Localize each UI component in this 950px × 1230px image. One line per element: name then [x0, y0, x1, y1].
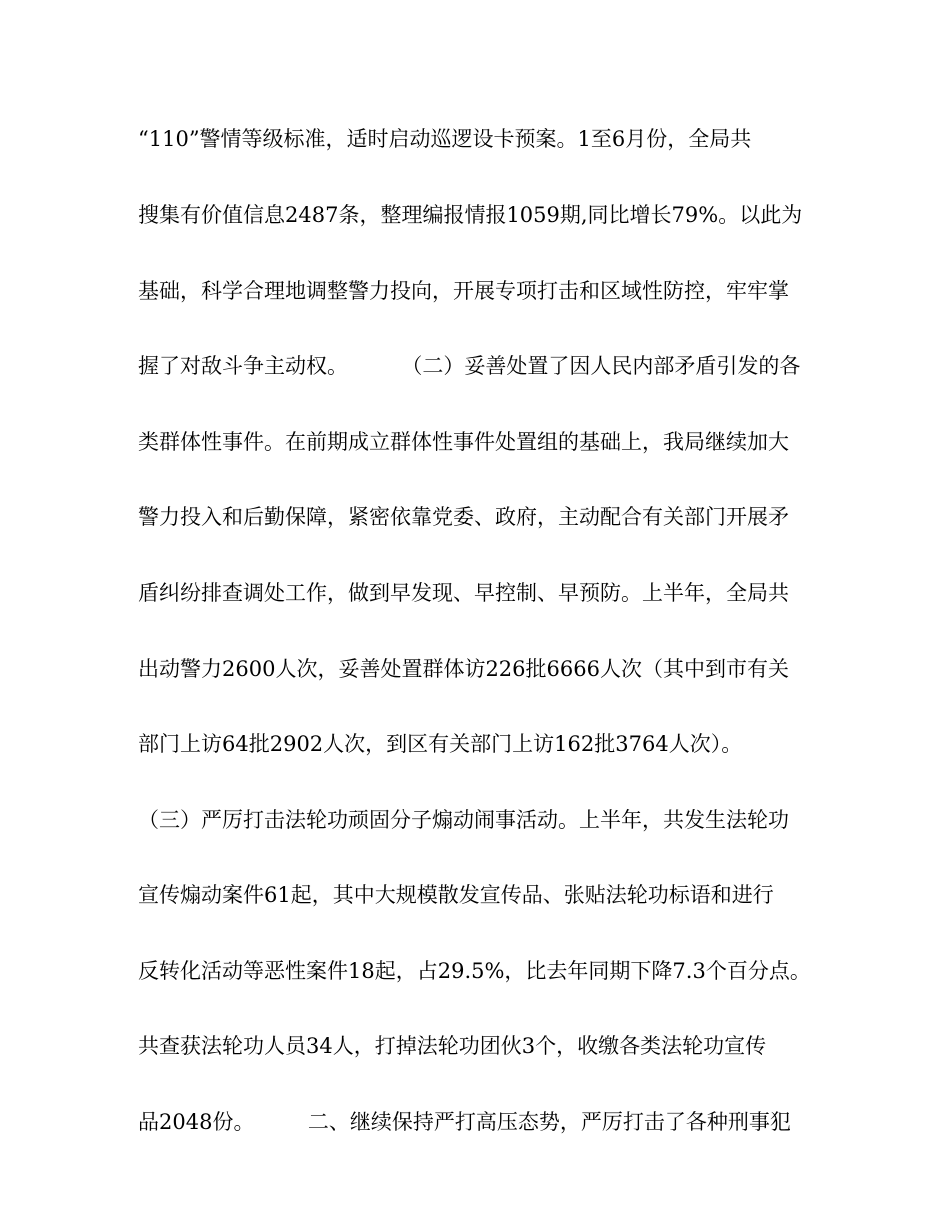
text-line-14: 品2048份。 二、继续保持严打高压态势，严厉打击了各种刑事犯	[138, 1110, 791, 1134]
text-line-7: 盾纠纷排查调处工作，做到早发现、早控制、早预防。上半年，全局共	[138, 581, 789, 605]
text-line-12: 反转化活动等恶性案件18起，占29.5%，比去年同期下降7.3个百分点。	[138, 959, 811, 983]
text-line-4: 握了对敌斗争主动权。 （二）妥善处置了因人民内部矛盾引发的各	[138, 354, 801, 378]
text-line-8: 出动警力2600人次，妥善处置群体访226批6666人次（其中到市有关	[138, 657, 789, 681]
text-line-2: 搜集有价值信息2487条，整理编报情报1059期,同比增长79%。以此为	[138, 203, 803, 227]
text-line-1: “110”警情等级标准，适时启动巡逻设卡预案。1至6月份，全局共	[138, 127, 752, 151]
text-line-11: 宣传煽动案件61起，其中大规模散发宣传品、张贴法轮功标语和进行	[138, 883, 774, 907]
text-line-9: 部门上访64批2902人次，到区有关部门上访162批3764人次）。	[138, 732, 743, 756]
text-line-13: 共查获法轮功人员34人，打掉法轮功团伙3个，收缴各类法轮功宣传	[138, 1034, 767, 1058]
text-line-3: 基础，科学合理地调整警力投向，开展专项打击和区域性防控，牢牢掌	[138, 279, 789, 303]
text-line-6: 警力投入和后勤保障，紧密依靠党委、政府，主动配合有关部门开展矛	[138, 505, 789, 529]
text-line-10: （三）严厉打击法轮功顽固分子煽动闹事活动。上半年，共发生法轮功	[138, 808, 789, 832]
text-line-5: 类群体性事件。在前期成立群体性事件处置组的基础上，我局继续加大	[138, 430, 789, 454]
